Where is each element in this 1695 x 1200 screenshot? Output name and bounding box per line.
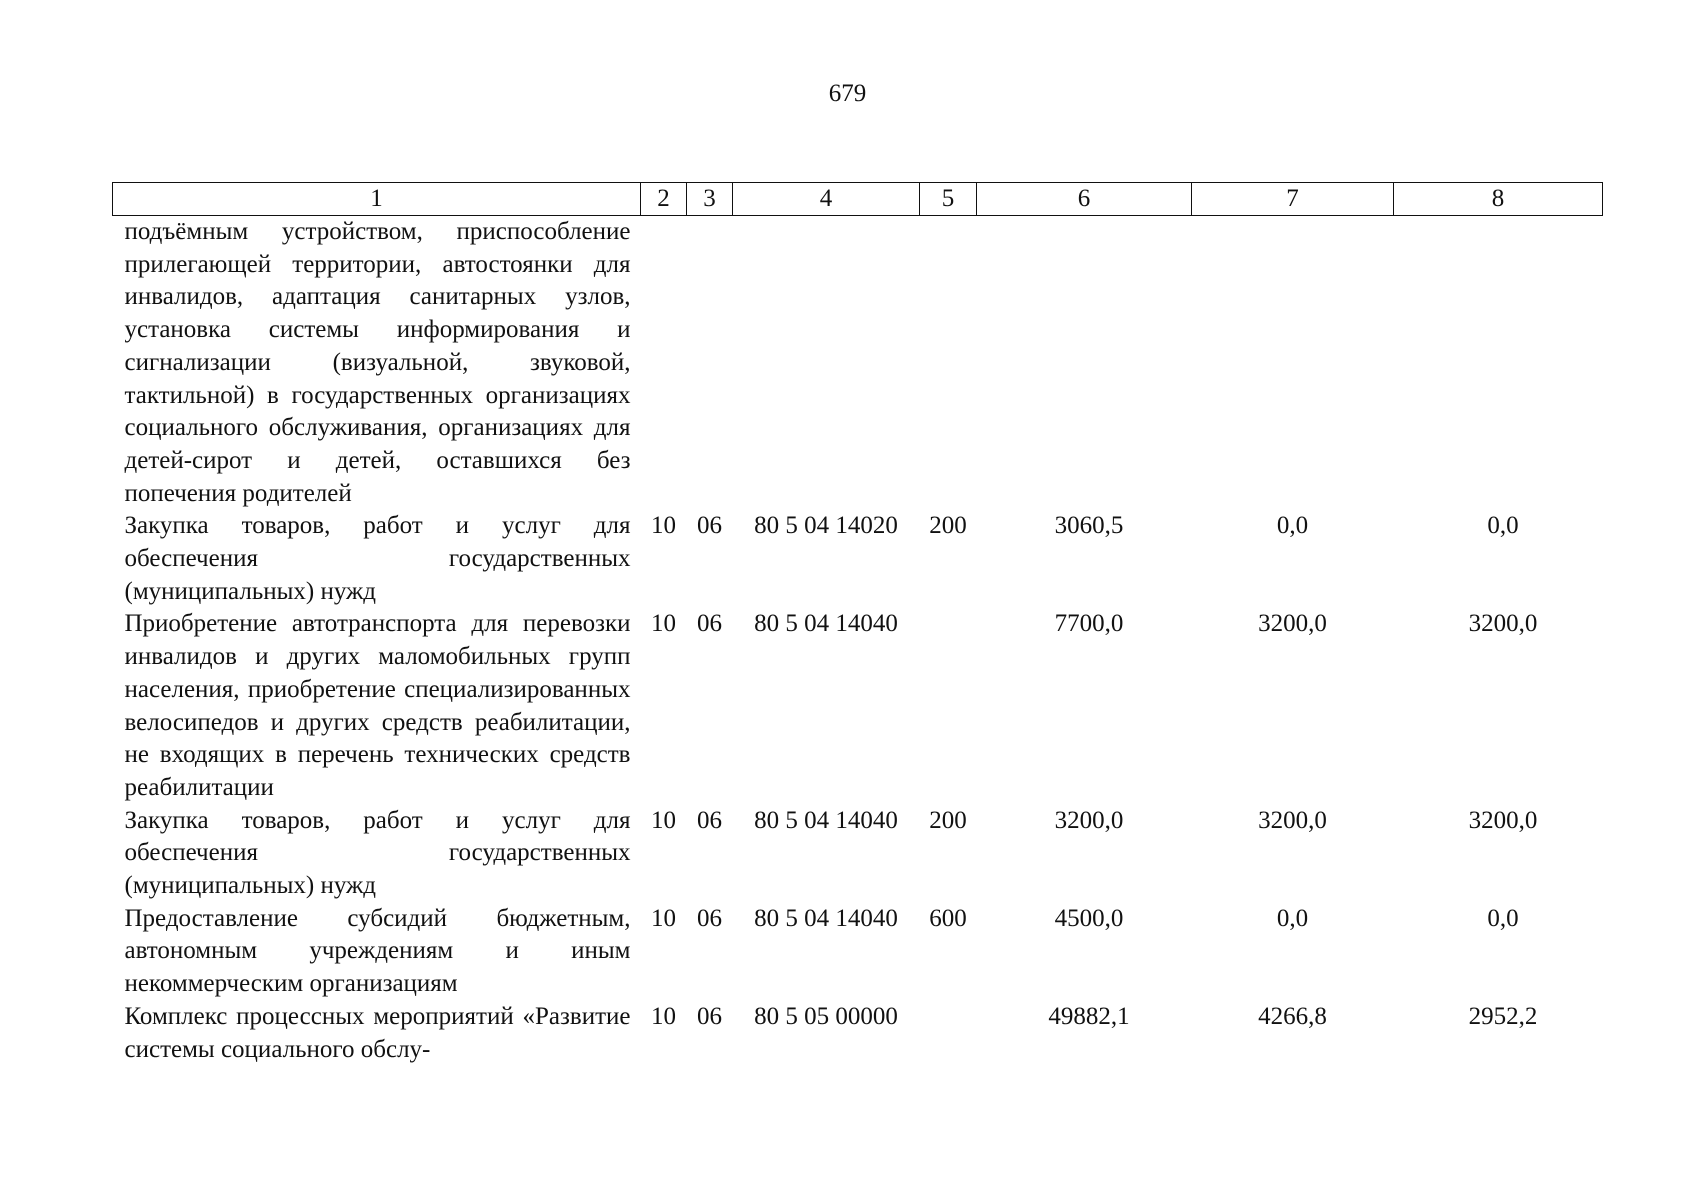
header-col-1: 1 (113, 183, 641, 216)
row-expense-type: 200 (929, 512, 967, 540)
table-row (113, 510, 1603, 608)
row-subsection: 06 (697, 1002, 722, 1030)
row-subsection: 06 (697, 806, 722, 834)
header-row (113, 183, 1603, 216)
row-expense-type: 600 (929, 904, 967, 932)
header-col-8: 8 (1394, 183, 1603, 216)
row-subsection: 06 (697, 904, 722, 932)
row-amount-7: 3200,0 (1258, 806, 1327, 834)
row-description: Предоставление субсидий бюджетным, автономным учреждениям и иным некоммерческим организациям (124, 904, 631, 998)
row-target-article (733, 216, 920, 511)
row-amount-8: 0,0 (1487, 904, 1519, 932)
row-amount-7: 4266,8 (1258, 1002, 1327, 1030)
table-row (113, 216, 1603, 511)
row-amount-7: 0,0 (1276, 512, 1309, 540)
header-col-2: 2 (641, 183, 687, 216)
row-section: 10 (651, 904, 676, 932)
page-number: 679 (828, 80, 867, 107)
row-description: Комплекс процессных мероприятий «Развитие системы социального обслу- (124, 1002, 631, 1063)
row-expense-type: 200 (929, 806, 967, 834)
row-expense-type (920, 608, 977, 804)
table-row (113, 1001, 1603, 1066)
row-amount-8: 2952,2 (1468, 1002, 1538, 1030)
row-target-article: 80 5 04 14040 (754, 610, 898, 638)
row-amount-7 (1192, 216, 1394, 511)
row-section: 10 (651, 806, 676, 834)
header-col-3: 3 (687, 183, 733, 216)
table-body (113, 216, 1603, 1067)
budget-table (112, 182, 1603, 1066)
row-section (641, 216, 687, 511)
row-section: 10 (651, 512, 676, 540)
row-target-article: 80 5 04 14040 (754, 904, 898, 932)
row-section: 10 (651, 1002, 676, 1030)
row-description: Закупка товаров, работ и услуг для обеспечения государственных (муниципальных) нужд (124, 512, 631, 605)
row-amount-6: 3200,0 (1054, 806, 1124, 834)
header-col-7: 7 (1192, 183, 1394, 216)
row-amount-8: 3200,0 (1468, 610, 1538, 638)
row-amount-6: 7700,0 (1054, 610, 1124, 638)
row-target-article: 80 5 04 14020 (754, 512, 898, 540)
header-col-6: 6 (977, 183, 1192, 216)
row-amount-8: 0,0 (1487, 512, 1519, 540)
row-amount-8: 3200,0 (1468, 806, 1538, 834)
row-subsection (687, 216, 733, 511)
row-subsection: 06 (697, 610, 722, 638)
row-description: Приобретение автотранспорта для перевозки инвалидов и других маломобильных групп населения, приобретение специализированных велосипедов и других средств реабилитации, не входящих в перечень технических средств реабилитации (124, 610, 631, 801)
row-target-article: 80 5 05 00000 (754, 1002, 898, 1030)
row-amount-8 (1394, 216, 1603, 511)
row-section: 10 (651, 610, 676, 638)
row-amount-6 (977, 216, 1192, 511)
row-description: подъёмным устройством, приспособление прилегающей территории, автостоянки для инвалидов, адаптация санитарных узлов, установка системы информирования и сигнализации (визуальной, звуковой, тактильной) в государственных организациях социального обслуживания, организациях для детей-сирот и детей, оставшихся без попечения родителей (124, 218, 631, 507)
table-row (113, 608, 1603, 804)
row-amount-6: 49882,1 (1048, 1002, 1130, 1030)
row-expense-type (920, 216, 977, 511)
header-col-4: 4 (733, 183, 920, 216)
header-col-5: 5 (920, 183, 977, 216)
table-row (113, 805, 1603, 903)
table-row (113, 903, 1603, 1001)
row-amount-6: 4500,0 (1054, 904, 1124, 932)
table-header (113, 183, 1603, 216)
row-expense-type (920, 1001, 977, 1066)
row-amount-7: 0,0 (1276, 904, 1309, 932)
row-description: Закупка товаров, работ и услуг для обеспечения государственных (муниципальных) нужд (124, 806, 631, 900)
row-subsection: 06 (697, 512, 722, 540)
row-amount-6: 3060,5 (1054, 512, 1124, 540)
row-amount-7: 3200,0 (1258, 610, 1327, 638)
row-target-article: 80 5 04 14040 (754, 806, 898, 834)
